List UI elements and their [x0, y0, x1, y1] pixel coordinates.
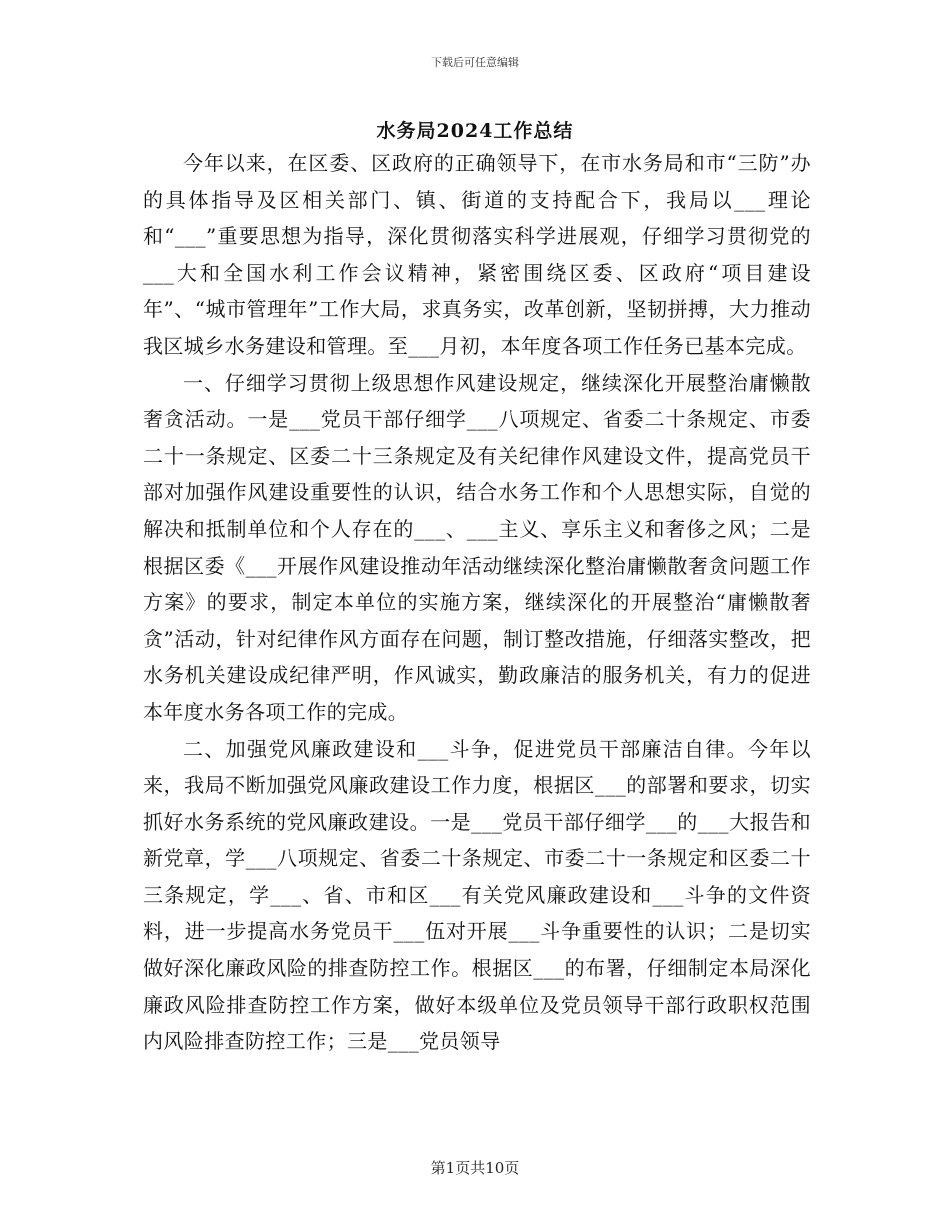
document-title: 水务局2024工作总结	[376, 120, 574, 142]
paragraph-intro: 今年以来，在区委、区政府的正确领导下，在市水务局和市“三防”办的具体指导及区相关部门、镇、街道的支持配合下，我局以___理论和“___”重要思想为指导，深化贯彻落实科学进展观，仔细学习贯彻党的___大和全国水利工作会议精神，紧密围绕区委、区政府“项目建设年”、“城市管理年”工作大局，求真务实，改革创新，坚韧拼搏，大力推动我区城乡水务建设和管理。至___月初，本年度各项工作任务已基本完成。	[143, 151, 811, 358]
paragraph-section-one: 一、仔细学习贯彻上级思想作风建设规定，继续深化开展整治庸懒散奢贪活动。一是___党员干部仔细学___八项规定、省委二十条规定、市委二十一条规定、区委二十三条规定及有关纪律作风建设文件，提高党员干部对加强作风建设重要性的认识，结合水务工作和个人思想实际，自觉的解决和抵制单位和个人存在的___、___主义、享乐主义和奢侈之风；二是根据区委《___开展作风建设推动年活动继续深化整治庸懒散奢贪问题工作方案》的要求，制定本单位的实施方案，继续深化的开展整治“庸懒散奢贪”活动，针对纪律作风方面存在问题，制订整改措施，仔细落实整改，把水务机关建设成纪律严明，作风诚实，勤政廉洁的服务机关，有力的促进本年度水务各项工作的完成。	[143, 370, 811, 724]
page-footer: 第1页共10页	[430, 1159, 520, 1177]
page-header-note: 下载后可任意编辑	[431, 56, 519, 69]
document-body	[143, 145, 811, 1060]
paragraph-section-two: 二、加强党风廉政建设和___斗争，促进党员干部廉洁自律。今年以来，我局不断加强党风廉政建设工作力度，根据区___的部署和要求，切实抓好水务系统的党风廉政建设。一是___党员干部仔细学___的___大报告和新党章，学___八项规定、省委二十条规定、市委二十一条规定和区委二十三条规定，学___、省、市和区___有关党风廉政建设和___斗争的文件资料，进一步提高水务党员干___伍对开展___斗争重要性的认识；二是切实做好深化廉政风险的排查防控工作。根据区___的布署，仔细制定本局深化廉政风险排查防控工作方案，做好本级单位及党员领导干部行政职权范围内风险排查防控工作；三是___党员领导	[143, 736, 811, 1054]
